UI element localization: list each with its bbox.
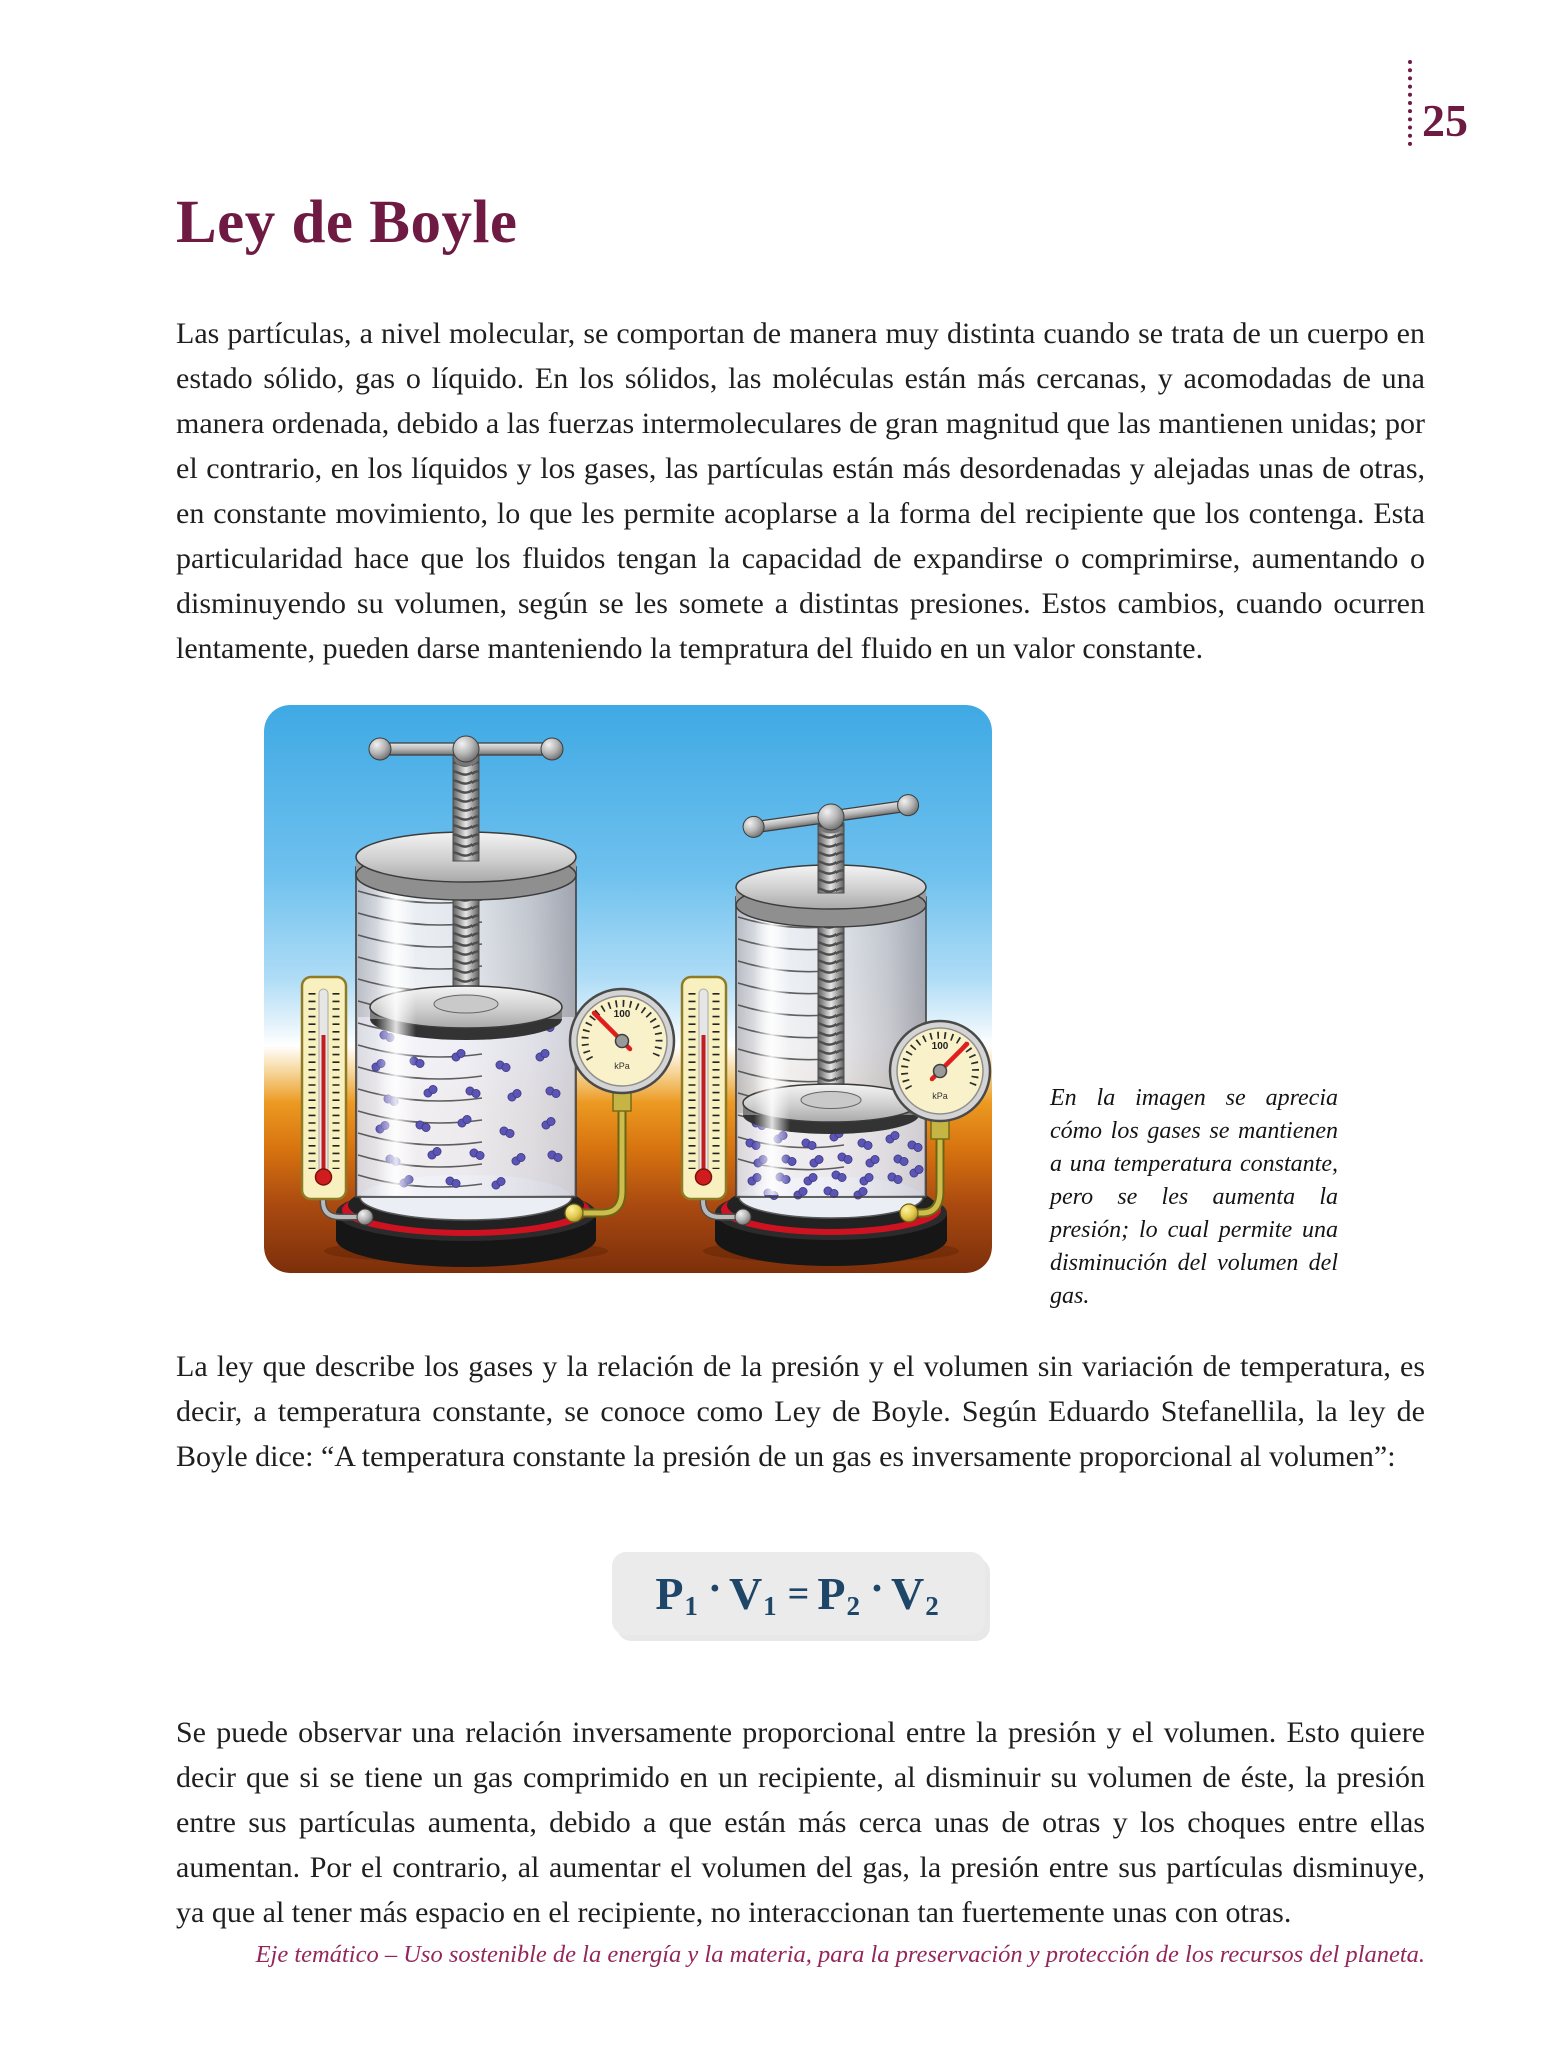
gas-particle [506, 1129, 514, 1137]
body-paragraph-2: La ley que describe los gases y la relación de la presión y el volumen sin variación de temperatura, es decir, a temperatura constante, se conoce como Ley de Boyle. Según Eduardo Stefanellila, la ley de Boyle dice: “A temperatura constante la presión de un gas es inversamente proporcional al volumen”: [176, 1350, 1425, 1473]
body-paragraph-3: Se puede observar una relación inversamente proporcional entre la presión y el volumen. Esto quiere decir que si se tiene un gas comprimido en un recipiente, al disminuir su volumen de éste, la presión entre sus partículas aumenta, debido a que están más cerca unas de otras y los choques entre ellas aumentan. Por el contrario, al aumentar el volumen del gas, la presión entre sus partículas disminuye, ya que al tener más espacio en el recipiente, no interaccionan tan fuertemente unas con otras. [176, 1716, 1425, 1929]
gas-particle [809, 1173, 817, 1181]
boyle-law-figure [264, 705, 992, 1273]
formula-sub-2: 1 [763, 1591, 777, 1621]
gas-particle [476, 1151, 484, 1159]
gas-particle [472, 1089, 480, 1097]
gauge-max-label-right: 100 [931, 1041, 949, 1052]
gas-particle [502, 1063, 510, 1071]
page-title: Ley de Boyle [176, 188, 518, 256]
figure-caption: En la imagen se aprecia cómo los gases se mantienen a una temperatura constante, pero se les aumenta la presión; lo cual permite una disminución del volumen del gas. [1050, 1085, 1338, 1309]
gas-particle [914, 1143, 922, 1151]
gas-particle [554, 1153, 562, 1161]
gas-particle [497, 1177, 505, 1185]
formula-sub-1: 1 [684, 1591, 698, 1621]
gas-particle [891, 1131, 899, 1139]
gas-particle [864, 1141, 872, 1149]
gas-particle [429, 1085, 437, 1093]
gas-particle [808, 1141, 816, 1149]
gas-particle [815, 1155, 823, 1163]
gas-particle [517, 1153, 525, 1161]
gas-particle [463, 1115, 471, 1123]
formula-term-v2: V [890, 1567, 925, 1619]
gas-particle [513, 1089, 521, 1097]
thematic-axis-footer: Eje temático – Uso sostenible de la energía y la materia, para la preservación y protección de los recursos del planeta. [255, 1941, 1425, 1968]
gas-particle [547, 1117, 555, 1125]
gas-particle [844, 1155, 852, 1163]
gas-particle [552, 1089, 560, 1097]
gas-particle [452, 1179, 460, 1187]
gas-particle [433, 1147, 441, 1155]
formula-box [612, 1552, 985, 1635]
gas-particle [871, 1155, 879, 1163]
gas-particle [900, 1157, 908, 1165]
gauge-unit-label-left: kPa [614, 1061, 630, 1071]
body-paragraph-1: Las partículas, a nivel molecular, se comportan de manera muy distinta cuando se trata de un cuerpo en estado sólido, gas o líquido. En los sólidos, las moléculas están más cercanas, y acomodadas de una manera ordenada, debido a las fuerzas intermoleculares de gran magnitud que las mantienen unidas; por el contrario, en los líquidos y los gases, las partículas están más desordenadas y alejadas unas de otras, en constante movimiento, lo que les permite acoplarse a la forma del recipiente que los contenga. Esta particularidad hace que los fluidos tengan la capacidad de expandirse o comprimirse, aumentando o disminuyendo su volumen, según se les somete a distintas presiones. Estos cambios, cuando ocurren lentamente, pueden darse manteniendo la tempratura del fluido en un valor constante. [176, 317, 1425, 665]
gas-particle [859, 1187, 867, 1195]
gauge-unit-label-right: kPa [932, 1091, 948, 1101]
formula-equals: = [787, 1572, 810, 1615]
formula-sub-3: 2 [846, 1591, 860, 1621]
formula-term-p1: P [655, 1567, 684, 1619]
formula-term-p2: P [817, 1567, 846, 1619]
page-number-divider [1408, 60, 1412, 146]
page-number: 25 [1422, 95, 1468, 146]
formula-term-v1: V [728, 1567, 763, 1619]
gauge-max-label-left: 100 [613, 1009, 631, 1020]
boyle-illustration [264, 705, 992, 1273]
gas-particle [457, 1049, 465, 1057]
formula-dot-1: · [707, 1565, 722, 1612]
gas-particle [838, 1173, 846, 1181]
gas-particle [915, 1165, 923, 1173]
gas-particle [799, 1187, 807, 1195]
gas-particle [541, 1049, 549, 1057]
gas-particle [865, 1173, 873, 1181]
gas-particle [422, 1123, 430, 1131]
gas-particle [894, 1175, 902, 1183]
formula-dot-2: · [869, 1565, 884, 1612]
gas-particle [416, 1059, 424, 1067]
formula-sub-4: 2 [925, 1591, 939, 1621]
